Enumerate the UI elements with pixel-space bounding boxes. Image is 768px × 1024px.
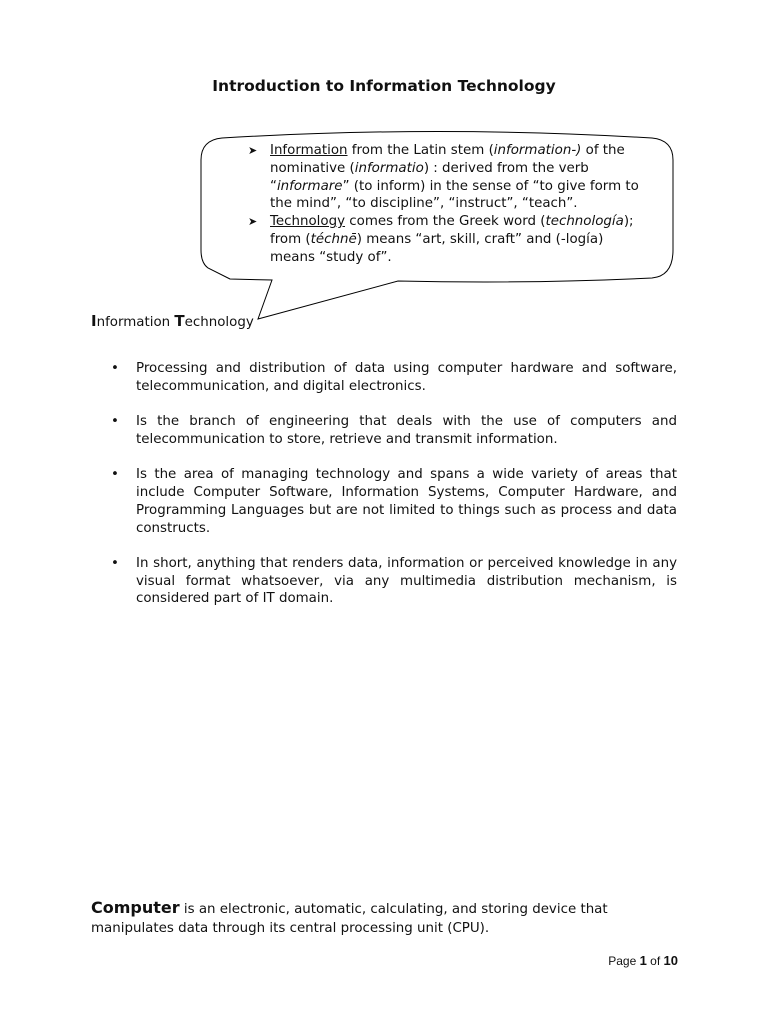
total-pages: 10 xyxy=(663,953,678,968)
computer-definition xyxy=(91,898,691,938)
heading-text: nformation xyxy=(96,315,175,330)
page-label: Page xyxy=(608,954,640,968)
arrow-bullet-icon: ➤ xyxy=(248,215,258,229)
list-item xyxy=(111,413,677,449)
list-item-text: In short, anything that renders data, information or perceived knowledge in any visual format whatsoever, via any multimedia distribution mechanism, is considered part of IT domain. xyxy=(136,555,677,607)
term-technology: Technology xyxy=(270,214,346,230)
callout-text-run: ) : derived from the verb “ xyxy=(270,160,589,194)
list-item xyxy=(111,360,677,396)
callout-italic-run: informatio xyxy=(354,160,424,176)
callout-text-run: of the nominative ( xyxy=(270,143,625,176)
list-item-text: Processing and distribution of data using computer hardware and software, telecommunication, and digital electronics. xyxy=(136,361,677,394)
callout-text-run: ” (to inform) in the sense of “to give form to the mind”, “to discipline”, “instruct”, “teach”. xyxy=(270,178,639,212)
heading-initial: I xyxy=(91,312,97,330)
list-item-text: Is the area of managing technology and spans a wide variety of areas that include Computer Software, Information Systems, Computer Hardware, and Programming Languages but are not limited to things such as process and data constructs. xyxy=(136,467,677,536)
callout-text-run: ) means “art, skill, craft” and (-logía) means “study of”. xyxy=(270,231,604,265)
callout-text-run: ); from ( xyxy=(270,214,634,247)
section-heading-information-technology xyxy=(91,312,254,330)
list-item xyxy=(111,555,677,608)
callout-italic-run: informare xyxy=(276,178,343,194)
computer-definition-text: is an electronic, automatic, calculating, and storing device that manipulates data through its central processing unit (CPU). xyxy=(91,902,608,936)
heading-text: echnology xyxy=(184,315,254,330)
callout-item-technology xyxy=(248,213,646,266)
bullet-dot-icon: • xyxy=(111,414,119,430)
callout-text-run: comes from the Greek word ( xyxy=(345,214,546,230)
document-title: Introduction to Information Technology xyxy=(212,77,556,95)
term-information: Information xyxy=(270,143,348,158)
callout-text xyxy=(248,142,646,278)
callout-text-run: from the Latin stem ( xyxy=(347,143,494,158)
current-page: 1 xyxy=(639,953,647,968)
of-label: of xyxy=(646,954,664,968)
page-number xyxy=(608,953,678,968)
callout-italic-run: téchnē xyxy=(310,231,357,247)
it-definition-list xyxy=(111,360,677,626)
list-item xyxy=(111,466,677,537)
callout-italic-run: technología xyxy=(545,214,624,230)
bullet-dot-icon: • xyxy=(111,361,119,376)
callout-italic-run: information-) xyxy=(493,143,582,158)
arrow-bullet-icon: ➤ xyxy=(248,144,258,157)
bullet-dot-icon: • xyxy=(111,555,119,571)
bullet-dot-icon: • xyxy=(111,467,119,483)
callout-item-information xyxy=(248,142,646,213)
heading-initial: T xyxy=(174,312,185,330)
list-item-text: Is the branch of engineering that deals with the use of computers and telecommunication to store, retrieve and transmit information. xyxy=(136,414,677,447)
computer-term: Computer xyxy=(91,898,180,917)
